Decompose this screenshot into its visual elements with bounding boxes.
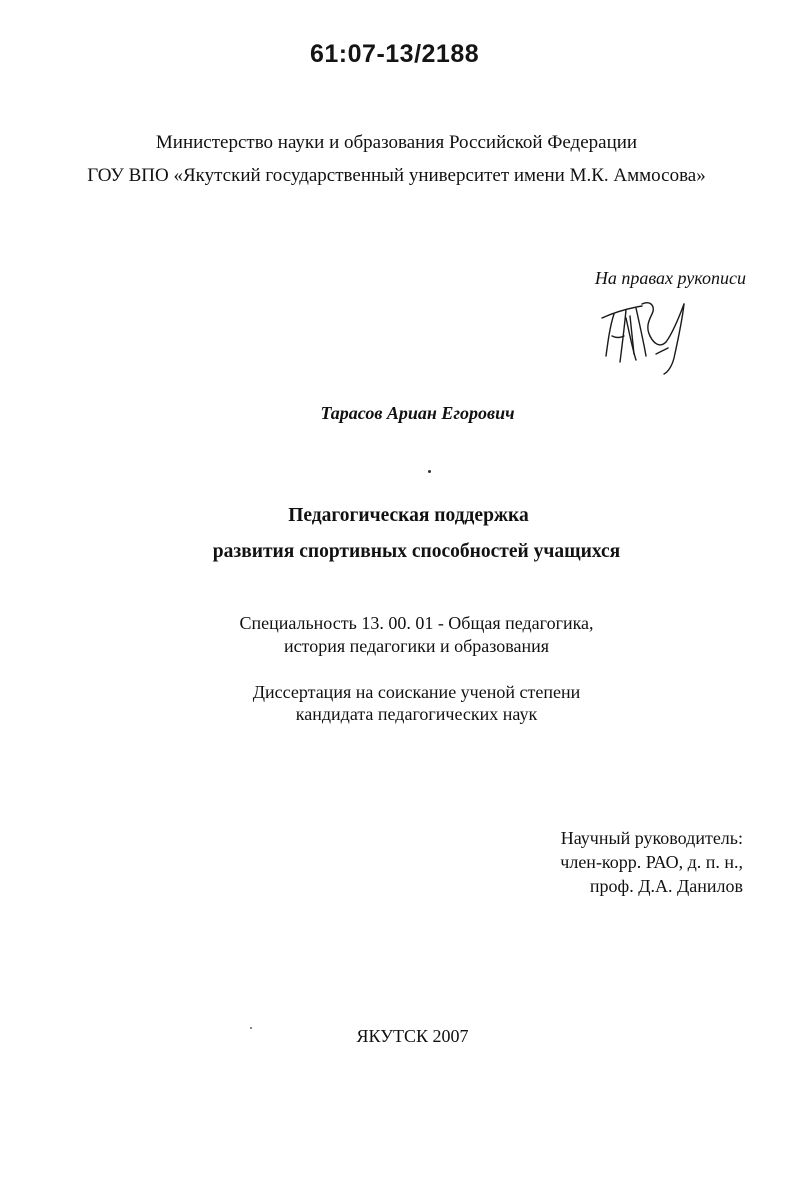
thesis-title-line-1: Педагогическая поддержка bbox=[288, 505, 529, 526]
supervisor-block bbox=[560, 826, 743, 898]
dissertation-line-2: кандидата педагогических наук bbox=[295, 704, 538, 724]
supervisor-label: Научный руководитель: bbox=[560, 828, 743, 848]
university-name: ГОУ ВПО «Якутский государственный университет имени М.К. Аммосова» bbox=[87, 165, 706, 186]
registry-number: 61:07-13/2188 bbox=[310, 40, 480, 68]
manuscript-note: На правах рукописи bbox=[594, 268, 746, 288]
thesis-title-line-2: развития спортивных способностей учащихся bbox=[212, 541, 621, 562]
specialty-line-2: история педагогики и образования bbox=[283, 636, 550, 656]
specialty-line-1: Специальность 13. 00. 01 - Общая педагогика, bbox=[239, 613, 594, 633]
supervisor-name: проф. Д.А. Данилов bbox=[589, 876, 743, 896]
supervisor-rank: член-корр. РАО, д. п. н., bbox=[560, 852, 743, 872]
handwritten-signature bbox=[600, 296, 695, 378]
dissertation-line-1: Диссертация на соискание ученой степени bbox=[252, 682, 581, 702]
author-name: Тарасов Ариан Егорович bbox=[320, 403, 515, 423]
city-year: ЯКУТСК 2007 bbox=[356, 1026, 469, 1046]
stray-dot bbox=[428, 470, 431, 473]
ministry-name: Министерство науки и образования Российской Федерации bbox=[155, 132, 638, 153]
